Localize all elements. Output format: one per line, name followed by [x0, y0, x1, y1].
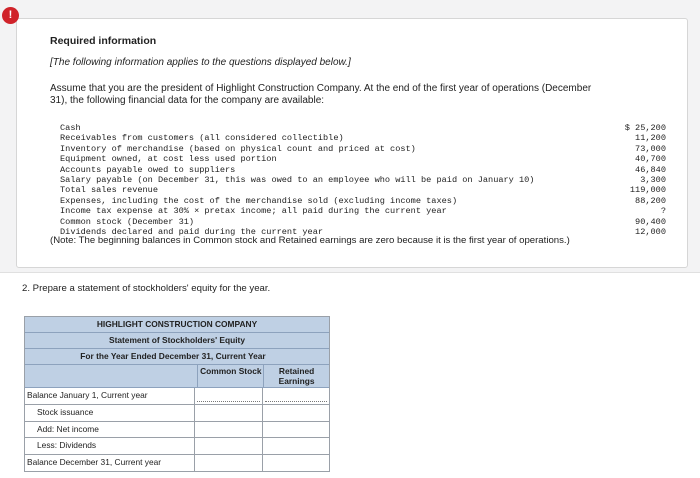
question-text: 2. Prepare a statement of stockholders' equity for the year. [22, 283, 271, 294]
financial-data-value: ? [660, 206, 666, 217]
common-stock-input[interactable] [197, 407, 259, 419]
row-label: Balance December 31, Current year [27, 457, 162, 468]
common-stock-cell [194, 422, 261, 438]
common-stock-header: Common Stock [197, 365, 263, 387]
financial-data-row [60, 154, 666, 164]
retained-earnings-input[interactable] [265, 423, 327, 435]
retained-earnings-cell [262, 405, 329, 421]
financial-data-row [60, 196, 666, 206]
financial-data-row [60, 175, 666, 185]
row-label: Stock issuance [37, 406, 94, 417]
note-text: (Note: The beginning balances in Common stock and Retained earnings are zero because it is the first year of operations.) [50, 235, 570, 246]
intro-text: Assume that you are the president of Highlight Construction Company. At the end of the first year of operations (December 31), the following financial data for the company are available: [50, 83, 592, 106]
table-row [25, 455, 329, 471]
financial-data-label: Inventory of merchandise (based on physical count and priced at cost) [60, 143, 416, 154]
financial-data-label: Receivables from customers (all considered collectible) [60, 133, 344, 144]
common-stock-input[interactable] [197, 440, 259, 452]
retained-earnings-header: Retained Earnings [263, 365, 329, 387]
common-stock-input[interactable] [197, 423, 259, 435]
common-stock-cell [194, 455, 262, 471]
common-stock-cell [194, 438, 261, 454]
row-label: Balance January 1, Current year [27, 390, 148, 400]
financial-data-label: Expenses, including the cost of the merchandise sold (excluding income taxes) [60, 195, 458, 206]
financial-data-row [60, 144, 666, 154]
company-name: HIGHLIGHT CONSTRUCTION COMPANY [25, 317, 329, 333]
financial-data-list [60, 123, 666, 237]
alert-icon: ! [2, 7, 19, 24]
financial-data-label: Accounts payable owed to suppliers [60, 164, 236, 175]
financial-data-value: 88,200 [635, 195, 666, 206]
common-stock-input[interactable] [197, 457, 260, 469]
table-row [25, 405, 329, 422]
financial-data-label: Total sales revenue [60, 185, 158, 196]
financial-data-label: Cash [60, 123, 81, 133]
retained-earnings-input[interactable] [265, 407, 327, 419]
retained-earnings-cell [262, 438, 329, 454]
financial-data-value: 11,200 [635, 133, 666, 144]
retained-earnings-input[interactable] [265, 390, 328, 402]
retained-earnings-cell [262, 422, 329, 438]
financial-data-value: 12,000 [635, 226, 666, 237]
financial-data-label: Income tax expense at 30% × pretax income; all paid during the current year [60, 206, 447, 217]
common-stock-input[interactable] [197, 390, 260, 402]
retained-earnings-cell [262, 388, 330, 404]
table-row [25, 388, 329, 405]
retained-earnings-input[interactable] [265, 440, 327, 452]
equity-statement-table [24, 316, 330, 472]
common-stock-cell [194, 405, 261, 421]
financial-data-value: 90,400 [635, 216, 666, 227]
table-header [25, 317, 329, 388]
financial-data-label: Salary payable (on December 31, this was owed to an employee who will be paid on January 10) [60, 174, 535, 185]
financial-data-value: 46,840 [635, 164, 666, 175]
financial-data-value: 73,000 [635, 143, 666, 154]
label-column-header [25, 365, 197, 387]
financial-data-row [60, 133, 666, 143]
required-info-note: [The following information applies to the questions displayed below.] [50, 57, 351, 68]
financial-data-label: Equipment owned, at cost less used portion [60, 154, 277, 165]
financial-data-row [60, 123, 666, 133]
retained-earnings-input[interactable] [265, 457, 328, 469]
financial-data-value: 119,000 [629, 185, 666, 196]
statement-period: For the Year Ended December 31, Current Year [25, 349, 329, 365]
financial-data-row [60, 185, 666, 195]
column-headers [25, 365, 329, 388]
financial-data-label: Dividends declared and paid during the current year [60, 226, 324, 237]
financial-data-value: 3,300 [640, 174, 666, 185]
row-label: Less: Dividends [37, 440, 97, 451]
financial-data-value: 40,700 [635, 154, 666, 165]
retained-earnings-cell [262, 455, 330, 471]
table-row [25, 422, 329, 439]
financial-data-row [60, 206, 666, 216]
required-info-title: Required information [50, 35, 157, 47]
financial-data-value: $ 25,200 [624, 123, 666, 133]
statement-title: Statement of Stockholders' Equity [25, 333, 329, 349]
table-row [25, 438, 329, 455]
row-label: Add: Net income [37, 423, 99, 434]
financial-data-row [60, 165, 666, 175]
financial-data-row [60, 217, 666, 227]
financial-data-label: Common stock (December 31) [60, 216, 195, 227]
common-stock-cell [194, 388, 262, 404]
